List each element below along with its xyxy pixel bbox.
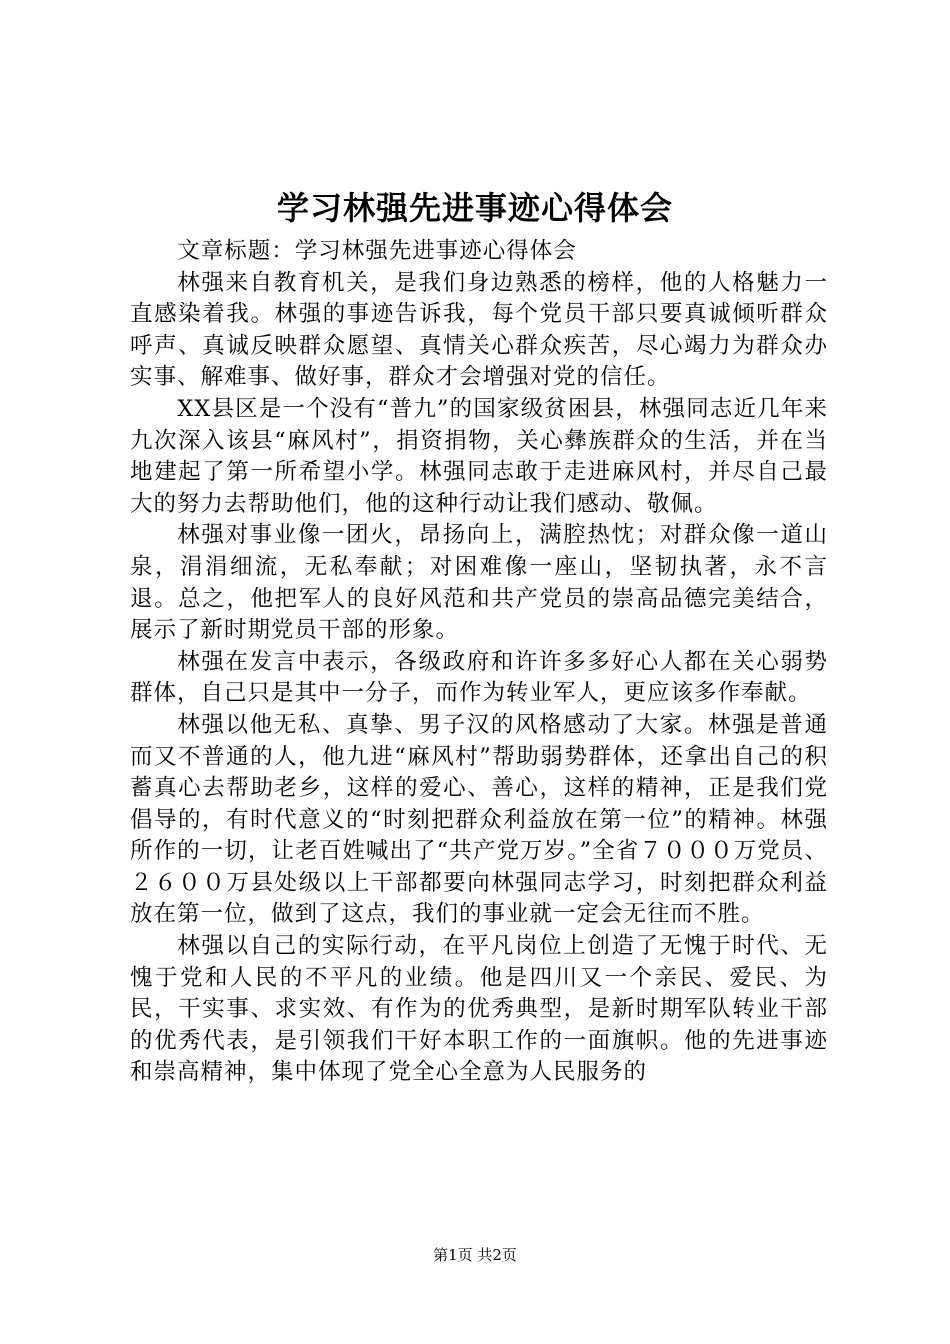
- paragraph: 林强对事业像一团火，昂扬向上，满腔热忱；对群众像一道山泉，涓涓细流，无私奉献；对困难像一座山，坚韧执著，永不言退。总之，他把军人的良好风范和共产党员的崇高品德完美结合，展示了新时期党员干部的形象。: [130, 522, 828, 644]
- paragraph-article-title: 文章标题：学习林强先进事迹心得体会: [177, 238, 577, 264]
- paragraph: XX县区是一个没有“普九”的国家级贫困县，林强同志近几年来九次深入该县“麻风村”，捐资捐物，关心彝族群众的生活，并在当地建起了第一所希望小学。林强同志敢于走进麻风村，并尽自己最大的努力去帮助他们，他的这种行动让我们感动、敬佩。: [130, 395, 828, 517]
- document-title: 学习林强先进事迹心得体会: [276, 189, 673, 227]
- paragraph: 林强在发言中表示，各级政府和许许多多好心人都在关心弱势群体，自己只是其中一分子，而作为转业军人，更应该多作奉献。: [130, 648, 828, 707]
- paragraph: 林强以自己的实际行动，在平凡岗位上创造了无愧于时代、无愧于党和人民的不平凡的业绩。他是四川又一个亲民、爱民、为民，干实事、求实效、有作为的优秀典型，是新时期军队转业干部的优秀代表，是引领我们干好本职工作的一面旗帜。他的先进事迹和崇高精神，集中体现了党全心全意为人民服务的: [130, 933, 828, 1086]
- paragraph: 林强来自教育机关，是我们身边熟悉的榜样，他的人格魅力一直感染着我。林强的事迹告诉我，每个党员干部只要真诚倾听群众呼声、真诚反映群众愿望、真情关心群众疾苦，尽心竭力为群众办实事、解难事、做好事，群众才会增强对党的信任。: [130, 269, 828, 391]
- paragraph: 林强以他无私、真挚、男子汉的风格感动了大家。林强是普通而又不普通的人，他九进“麻风村”帮助弱势群体，还拿出自己的积蓄真心去帮助老乡，这样的爱心、善心，这样的精神，正是我们党倡导的，有时代意义的“时刻把群众利益放在第一位”的精神。林强所作的一切，让老百姓喊出了“共产党万岁。”全省７０００万党员、２６００万县处级以上干部都要向林强同志学习，时刻把群众利益放在第一位，做到了这点，我们的事业就一定会无往而不胜。: [130, 711, 828, 928]
- page-number-footer: 第1页 共2页: [433, 1246, 517, 1264]
- document-body: [130, 236, 828, 1089]
